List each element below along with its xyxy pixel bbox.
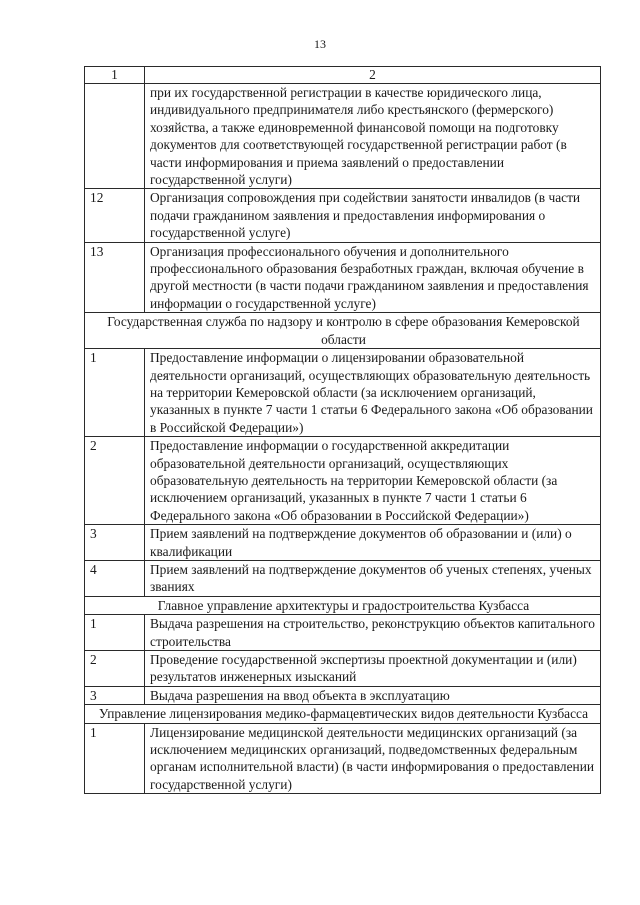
table-row [85,560,601,596]
table-row [85,189,601,242]
table-row [85,686,601,704]
row-text: Проведение государственной экспертизы проектной документации и (или) результатов инженерных изысканий [145,651,601,687]
header-cell-service: 2 [145,67,601,84]
row-text: Лицензирование медицинской деятельности медицинских организаций (за исключением медицинских организаций, подведомственных федеральным органам исполнительной власти) (в части информирования о предоставлении государственной услуги) [145,723,601,794]
row-number [85,84,145,189]
row-number: 1 [85,723,145,794]
table-row [85,242,601,313]
row-text: Выдача разрешения на ввод объекта в эксплуатацию [145,686,601,704]
row-text: при их государственной регистрации в качестве юридического лица, индивидуального предпринимателя либо крестьянского (фермерского) хозяйства, а также единовременной финансовой помощи на подготовку документов для соответствующей государственной регистрации работ (в части информирования и приема заявлений о предоставлении государственной услуги) [145,84,601,189]
row-text: Предоставление информации о государственной аккредитации образовательной деятельности организаций, осуществляющих образовательную деятельность на территории Кемеровской области (за исключением организаций, указанных в пункте 7 части 1 статьи 6 Федерального закона «Об образовании в Российской Федерации») [145,437,601,525]
row-number: 2 [85,437,145,525]
table-row [85,437,601,525]
row-number: 4 [85,560,145,596]
row-number: 3 [85,525,145,561]
table-row [85,525,601,561]
row-text: Организация сопровождения при содействии занятости инвалидов (в части подачи гражданином заявления и предоставления информирования о государственной услуге) [145,189,601,242]
table-row [85,349,601,437]
section-heading: Государственная служба по надзору и контролю в сфере образования Кемеровской области [85,313,601,349]
row-number: 2 [85,651,145,687]
table-header-row [85,67,601,84]
table-row [85,723,601,794]
services-table [84,66,601,794]
row-text: Предоставление информации о лицензировании образовательной деятельности организаций, осуществляющих образовательную деятельность на территории Кемеровской области (за исключением организаций, указанных в пункте 7 части 1 статьи 6 Федерального закона «Об образовании в Российской Федерации») [145,349,601,437]
section-row [85,705,601,723]
header-cell-number: 1 [85,67,145,84]
row-text: Выдача разрешения на строительство, реконструкцию объектов капитального строительства [145,615,601,651]
row-number: 3 [85,686,145,704]
section-heading: Главное управление архитектуры и градостроительства Кузбасса [85,596,601,614]
row-text: Прием заявлений на подтверждение документов об образовании и (или) о квалификации [145,525,601,561]
page-number: 13 [314,37,326,51]
row-text: Организация профессионального обучения и дополнительного профессионального образования безработных граждан, включая обучение в другой местности (в части подачи гражданином заявления и предоставления информации о государственной услуге) [145,242,601,313]
table-row [85,615,601,651]
row-number: 1 [85,349,145,437]
section-row [85,596,601,614]
row-text: Прием заявлений на подтверждение документов об ученых степенях, ученых званиях [145,560,601,596]
section-row [85,313,601,349]
table-row [85,651,601,687]
row-number: 12 [85,189,145,242]
row-number: 1 [85,615,145,651]
section-heading: Управление лицензирования медико-фармацевтических видов деятельности Кузбасса [85,705,601,723]
table-row [85,84,601,189]
row-number: 13 [85,242,145,313]
